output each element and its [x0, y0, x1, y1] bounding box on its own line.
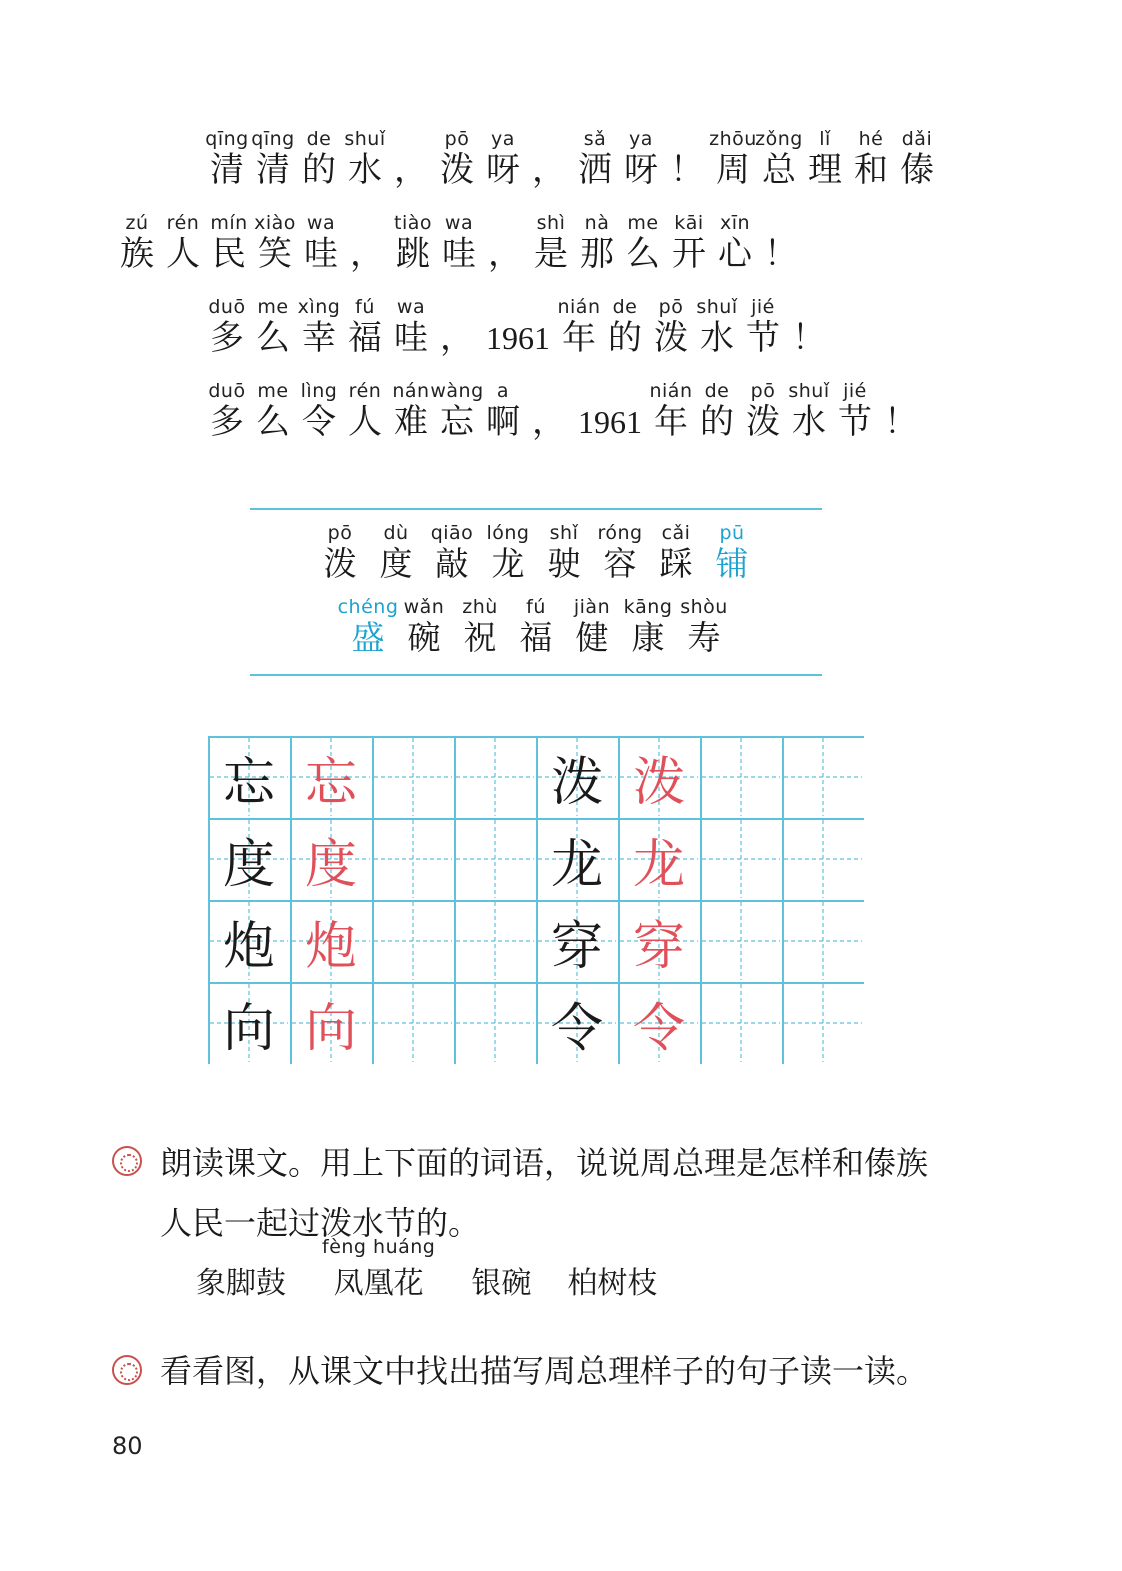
hanzi: 水: [792, 402, 826, 442]
pinyin: zhù: [462, 596, 498, 618]
pinyin: zú: [125, 212, 149, 234]
new-chars-row-1: [312, 522, 760, 584]
hanzi: 洒: [578, 150, 612, 190]
hanzi: 哇: [394, 318, 428, 358]
pinyin: fú: [526, 596, 546, 618]
vocabulary-word: [196, 1236, 286, 1302]
hanzi: 铺: [715, 544, 749, 583]
pinyin: tiào: [394, 212, 432, 234]
hanzi: ，: [440, 318, 474, 358]
character-with-pinyin: [592, 522, 648, 584]
hanzi: 忘: [440, 402, 474, 442]
pinyin: jié: [843, 380, 867, 402]
hanzi: 1961: [486, 320, 550, 356]
hanzi: 水: [700, 318, 734, 358]
hanzi: 总: [762, 150, 796, 190]
hanzi: 水: [348, 150, 382, 190]
hanzi: 福: [348, 318, 382, 358]
character-with-pinyin: [620, 212, 666, 274]
hanzi: 跳: [396, 234, 430, 274]
poem-line-1: [204, 128, 940, 190]
hanzi: 人: [166, 234, 200, 274]
model-character: 令: [550, 998, 603, 1059]
character-with-pinyin: [694, 296, 740, 358]
word-text: 凤凰花: [333, 1266, 424, 1301]
word-list: [196, 1236, 693, 1302]
pinyin: lóng: [486, 522, 530, 544]
punctuation: [388, 128, 434, 190]
hanzi: ，: [532, 402, 566, 442]
hanzi: ，: [350, 234, 384, 274]
pinyin: nà: [584, 212, 610, 234]
model-character: 向: [222, 998, 275, 1059]
tracing-character: 炮: [304, 916, 357, 977]
character-with-pinyin: [602, 296, 648, 358]
hanzi: 么: [256, 318, 290, 358]
pinyin: wa: [444, 212, 474, 234]
pinyin: duō: [208, 380, 246, 402]
pinyin: de: [704, 380, 730, 402]
pinyin: rén: [166, 212, 200, 234]
hanzi: 容: [603, 544, 637, 583]
pinyin: mín: [210, 212, 248, 234]
hanzi: ！: [792, 318, 826, 358]
character-with-pinyin: [390, 212, 436, 274]
hanzi: 泼: [440, 150, 474, 190]
hanzi: 开: [672, 234, 706, 274]
pinyin: pō: [327, 522, 353, 544]
hanzi: ！: [670, 150, 704, 190]
character-with-pinyin: [710, 128, 756, 190]
character-with-pinyin: [694, 380, 740, 442]
character-with-pinyin: [436, 212, 482, 274]
pinyin: a: [496, 380, 510, 402]
pinyin: nián: [649, 380, 693, 402]
character-with-pinyin: [204, 380, 250, 442]
hanzi: 多: [210, 402, 244, 442]
hanzi: ，: [532, 150, 566, 190]
page-number: 80: [112, 1432, 143, 1460]
poem-line-3: [204, 296, 832, 358]
character-with-pinyin: [740, 380, 786, 442]
tracing-character: 忘: [304, 752, 357, 813]
hanzi: 康: [631, 618, 665, 657]
hanzi: 难: [394, 402, 428, 442]
hanzi: 民: [212, 234, 246, 274]
character-with-pinyin: [648, 522, 704, 584]
hanzi: 泼: [746, 402, 780, 442]
tracing-character: 穿: [632, 916, 685, 977]
pinyin: xīn: [719, 212, 751, 234]
hanzi: 的: [700, 402, 734, 442]
character-with-pinyin: [564, 596, 620, 658]
character-with-pinyin: [666, 212, 712, 274]
tracing-character: 龙: [632, 834, 685, 895]
hanzi: 健: [575, 618, 609, 657]
pinyin: fèng huáng: [322, 1236, 436, 1258]
character-with-pinyin: [298, 212, 344, 274]
hanzi: 和: [854, 150, 888, 190]
hanzi: ！: [764, 234, 798, 274]
character-with-pinyin: [528, 212, 574, 274]
year-number: [572, 380, 648, 442]
hanzi: 笑: [258, 234, 292, 274]
word-text: 柏树枝: [567, 1266, 658, 1301]
pinyin: shuǐ: [696, 296, 738, 318]
character-with-pinyin: [250, 296, 296, 358]
character-with-pinyin: [712, 212, 758, 274]
hanzi: 么: [626, 234, 660, 274]
pinyin: shuǐ: [344, 128, 386, 150]
character-with-pinyin: [342, 380, 388, 442]
pinyin: lìng: [300, 380, 338, 402]
writing-grid: [208, 736, 864, 1064]
hanzi: ，: [394, 150, 428, 190]
hanzi: 碗: [407, 618, 441, 657]
vocabulary-word: [471, 1236, 531, 1302]
pinyin: shòu: [680, 596, 728, 618]
pinyin: qīng: [205, 128, 249, 150]
hanzi: ，: [488, 234, 522, 274]
hanzi: 度: [379, 544, 413, 583]
character-with-pinyin: [676, 596, 732, 658]
hanzi: 龙: [491, 544, 525, 583]
pinyin: xiào: [254, 212, 296, 234]
punctuation: [664, 128, 710, 190]
pinyin: jiàn: [573, 596, 611, 618]
hanzi: 福: [519, 618, 553, 657]
character-with-pinyin: [342, 128, 388, 190]
hanzi: 呀: [486, 150, 520, 190]
pinyin: me: [627, 212, 659, 234]
pinyin: qiāo: [430, 522, 474, 544]
hanzi: 么: [256, 402, 290, 442]
hanzi: 那: [580, 234, 614, 274]
hanzi: 踩: [659, 544, 693, 583]
punctuation: [526, 128, 572, 190]
pinyin: wa: [306, 212, 336, 234]
hanzi: 清: [256, 150, 290, 190]
character-with-pinyin: [452, 596, 508, 658]
character-with-pinyin: [786, 380, 832, 442]
top-rule: [250, 508, 822, 510]
tracing-character: 度: [304, 834, 357, 895]
character-with-pinyin: [250, 380, 296, 442]
pinyin: hé: [858, 128, 884, 150]
hanzi: 幸: [302, 318, 336, 358]
hanzi: 寿: [687, 618, 721, 657]
pinyin: zhōu: [709, 128, 757, 150]
hanzi: 令: [302, 402, 336, 442]
pinyin: shì: [536, 212, 566, 234]
hanzi: 敲: [435, 544, 469, 583]
character-with-pinyin: [396, 596, 452, 658]
hanzi: 是: [534, 234, 568, 274]
model-character: 忘: [222, 752, 275, 813]
character-with-pinyin: [250, 128, 296, 190]
character-with-pinyin: [848, 128, 894, 190]
character-with-pinyin: [204, 128, 250, 190]
character-with-pinyin: [337, 596, 399, 658]
character-with-pinyin: [894, 128, 940, 190]
pinyin: de: [306, 128, 332, 150]
pinyin: duō: [208, 296, 246, 318]
pinyin: wa: [396, 296, 426, 318]
hanzi: 清: [210, 150, 244, 190]
pinyin: pō: [658, 296, 684, 318]
pinyin: cǎi: [661, 522, 691, 544]
character-with-pinyin: [204, 296, 250, 358]
pinyin: ya: [629, 128, 653, 150]
exercise-2: 看看图，从课文中找出描写周总理样子的句子读一读。: [160, 1352, 929, 1390]
pinyin: shuǐ: [788, 380, 830, 402]
hanzi: 哇: [304, 234, 338, 274]
seal-icon: [112, 1146, 142, 1176]
exercise-1-line-2: 人民一起过泼水节的。: [160, 1204, 481, 1242]
character-with-pinyin: [252, 212, 298, 274]
punctuation: [786, 296, 832, 358]
punctuation: [526, 380, 572, 442]
character-with-pinyin: [160, 212, 206, 274]
character-with-pinyin: [536, 522, 592, 584]
model-character: 泼: [550, 752, 603, 813]
character-with-pinyin: [206, 212, 252, 274]
hanzi: 的: [302, 150, 336, 190]
hanzi: 心: [718, 234, 752, 274]
character-with-pinyin: [388, 380, 434, 442]
character-with-pinyin: [296, 380, 342, 442]
pinyin: lǐ: [819, 128, 831, 150]
pinyin: me: [257, 296, 289, 318]
pinyin: shǐ: [549, 522, 579, 544]
character-with-pinyin: [802, 128, 848, 190]
pinyin: wǎn: [403, 596, 445, 618]
vocabulary-word: [322, 1236, 435, 1302]
character-with-pinyin: [620, 596, 676, 658]
character-with-pinyin: [756, 128, 802, 190]
hanzi: 多: [210, 318, 244, 358]
punctuation: [434, 296, 480, 358]
pinyin: pō: [444, 128, 470, 150]
year-number: [480, 296, 556, 358]
pinyin: de: [612, 296, 638, 318]
hanzi: 周: [716, 150, 750, 190]
pinyin: wàng: [430, 380, 484, 402]
punctuation: [344, 212, 390, 274]
character-with-pinyin: [572, 128, 618, 190]
hanzi: 的: [608, 318, 642, 358]
word-text: 象脚鼓: [196, 1266, 286, 1301]
hanzi: 泼: [654, 318, 688, 358]
pinyin: xìng: [297, 296, 341, 318]
character-with-pinyin: [388, 296, 434, 358]
tracing-character: 令: [632, 998, 685, 1059]
character-with-pinyin: [648, 380, 694, 442]
pinyin: chéng: [337, 596, 399, 618]
tracing-character: 泼: [632, 752, 685, 813]
word-text: 银碗: [471, 1266, 532, 1301]
character-with-pinyin: [480, 380, 526, 442]
model-character: 龙: [550, 834, 603, 895]
pinyin: dǎi: [901, 128, 933, 150]
pinyin: rén: [348, 380, 382, 402]
character-with-pinyin: [704, 522, 760, 584]
new-chars-row-2: [337, 596, 732, 658]
punctuation: [482, 212, 528, 274]
character-with-pinyin: [296, 296, 342, 358]
poem-line-2: [114, 212, 804, 274]
hanzi: 年: [562, 318, 596, 358]
hanzi: 节: [838, 402, 872, 442]
hanzi: 1961: [578, 404, 642, 440]
hanzi: 哇: [442, 234, 476, 274]
hanzi: 驶: [547, 544, 581, 583]
pinyin: nián: [557, 296, 601, 318]
pinyin: fú: [355, 296, 375, 318]
character-with-pinyin: [430, 380, 484, 442]
character-with-pinyin: [648, 296, 694, 358]
pinyin: ya: [491, 128, 515, 150]
pinyin: nán: [392, 380, 430, 402]
hanzi: 节: [746, 318, 780, 358]
pinyin: zǒng: [755, 128, 803, 150]
pinyin: qīng: [251, 128, 295, 150]
character-with-pinyin: [740, 296, 786, 358]
character-with-pinyin: [424, 522, 480, 584]
pinyin: pō: [750, 380, 776, 402]
seal-icon: [112, 1355, 142, 1385]
bottom-rule: [250, 674, 822, 676]
hanzi: 祝: [463, 618, 497, 657]
vocabulary-word: [567, 1236, 657, 1302]
character-with-pinyin: [368, 522, 424, 584]
character-with-pinyin: [574, 212, 620, 274]
pinyin: sǎ: [583, 128, 607, 150]
character-with-pinyin: [342, 296, 388, 358]
poem-line-4: [204, 380, 924, 442]
character-with-pinyin: [114, 212, 160, 274]
hanzi: 理: [808, 150, 842, 190]
punctuation: [758, 212, 804, 274]
character-with-pinyin: [480, 522, 536, 584]
character-with-pinyin: [434, 128, 480, 190]
hanzi: 傣: [900, 150, 934, 190]
hanzi: ！: [884, 402, 918, 442]
character-with-pinyin: [556, 296, 602, 358]
pinyin: róng: [597, 522, 643, 544]
character-with-pinyin: [618, 128, 664, 190]
pinyin: kāi: [674, 212, 704, 234]
pinyin: me: [257, 380, 289, 402]
punctuation: [878, 380, 924, 442]
pinyin: kāng: [623, 596, 673, 618]
model-character: 穿: [550, 916, 603, 977]
hanzi: 呀: [624, 150, 658, 190]
pinyin: dù: [383, 522, 409, 544]
hanzi: 泼: [323, 544, 357, 583]
character-with-pinyin: [312, 522, 368, 584]
tracing-character: 向: [304, 998, 357, 1059]
character-with-pinyin: [832, 380, 878, 442]
character-with-pinyin: [508, 596, 564, 658]
model-character: 炮: [222, 916, 275, 977]
hanzi: 盛: [351, 618, 385, 657]
pinyin: jié: [751, 296, 775, 318]
character-with-pinyin: [296, 128, 342, 190]
hanzi: 啊: [486, 402, 520, 442]
exercise-1-line-1: 朗读课文。用上下面的词语，说说周总理是怎样和傣族: [160, 1144, 929, 1182]
hanzi: 人: [348, 402, 382, 442]
pinyin: pū: [719, 522, 745, 544]
hanzi: 年: [654, 402, 688, 442]
model-character: 度: [222, 834, 275, 895]
character-with-pinyin: [480, 128, 526, 190]
hanzi: 族: [120, 234, 154, 274]
